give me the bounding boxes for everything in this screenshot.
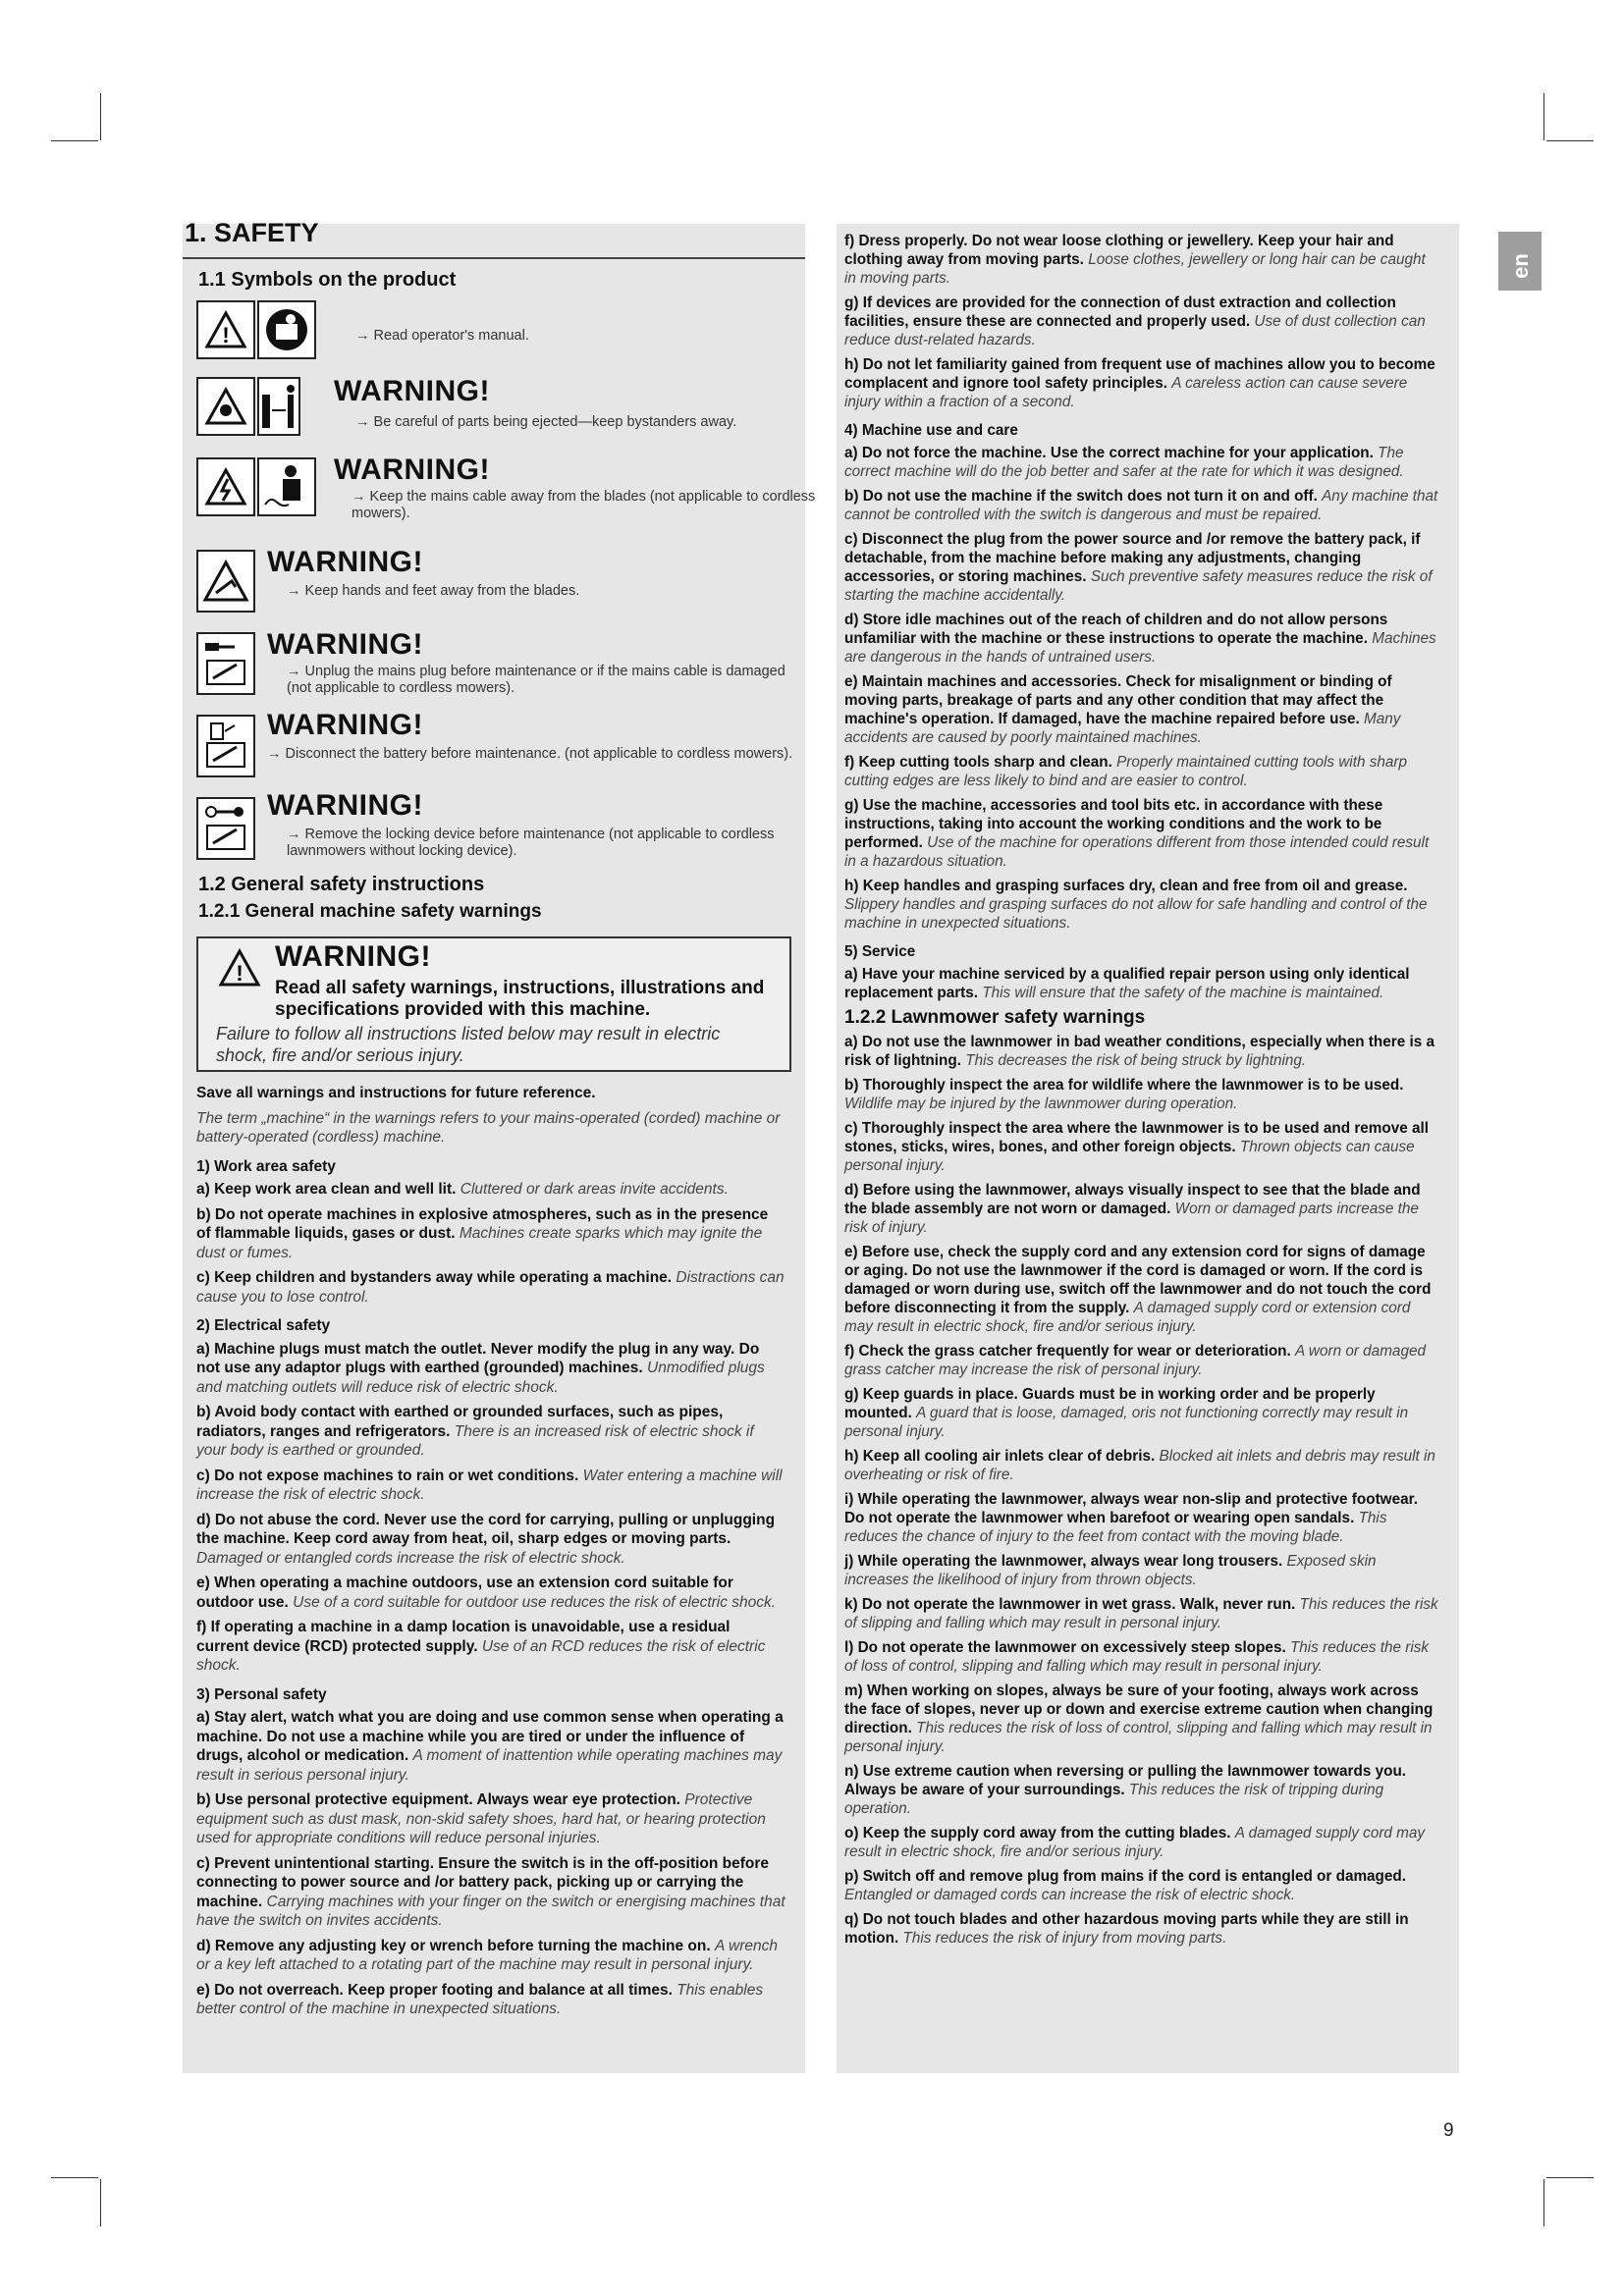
warnbox-bold: Read all safety warnings, instructions, illustrations and specifications provided with this machine. — [275, 978, 765, 1020]
list-item: h) Keep all cooling air inlets clear of debris. Blocked ait inlets and debris may result in overheating or risk of fire. — [844, 1448, 1435, 1483]
symbol-group-key — [196, 797, 255, 860]
symbols-heading: 1.1 Symbols on the product — [198, 269, 457, 291]
list-item: k) Do not operate the lawnmower in wet grass. Walk, never run. This reduces the risk of slipping and falling which may result in personal injury. — [844, 1596, 1438, 1631]
list-item: h) Do not let familiarity gained from frequent use of machines allow you to become complacent and ignore tool safety principles. A careless action can cause severe injury within a fraction of a second. — [844, 356, 1435, 410]
list-item: p) Switch off and remove plug from mains if the cord is entangled or damaged. Entangled or damaged cords can increase the risk of electric shock. — [844, 1868, 1407, 1903]
service-title: 5) Service — [844, 943, 916, 960]
list-item: f) Dress properly. Do not wear loose clothing or jewellery. Keep your hair and clothing away from moving parts. Loose clothes, jewellery or long hair can be caught in moving parts. — [844, 233, 1426, 287]
warning-triangle-icon — [218, 948, 261, 992]
list-item: a) Stay alert, watch what you are doing and use common sense when operating a machine. Do not use a machine while you are tired or under the influence of drugs, alcohol or medication. A moment of inattention while operating machines may result in serious personal injury. — [196, 1709, 784, 1784]
personal-title: 3) Personal safety — [196, 1685, 327, 1703]
cable-blade-icon — [257, 457, 316, 516]
crop-mark — [1543, 2179, 1544, 2226]
list-item: n) Use extreme caution when reversing or pulling the lawnmower towards you. Always be aware of your surroundings. This reduces the risk of tripping during operation. — [844, 1763, 1407, 1817]
symbol-text: → Keep hands and feet away from the blades. — [287, 583, 580, 599]
list-item: e) Do not overreach. Keep proper footing and balance at all times. This enables better control of the machine in unexpected situations. — [196, 1981, 764, 2017]
svg-text:!: ! — [222, 323, 230, 347]
electric-shock-icon — [196, 457, 255, 516]
list-item: a) Have your machine serviced by a qualified repair person using only identical replacement parts. This will ensure that the safety of the machine is maintained. — [844, 966, 1410, 1001]
hands-feet-blade-icon — [196, 550, 255, 613]
symbol-text: → Be careful of parts being ejected—keep bystanders away. — [355, 414, 737, 430]
symbol-text: → Keep the mains cable away from the blades (not applicable to cordless mowers). — [352, 489, 816, 521]
warning-label: WARNING! — [267, 789, 423, 822]
list-item: g) If devices are provided for the connection of dust extraction and collection facilities, ensure these are connected and properly used. Use of dust collection can reduce dust-related hazards. — [844, 294, 1426, 348]
list-item: j) While operating the lawnmower, always wear long trousers. Exposed skin increases the likelihood of injury from thrown objects. — [844, 1553, 1377, 1588]
crop-mark — [100, 2179, 101, 2226]
ejected-parts-icon — [196, 377, 255, 436]
list-item: f) If operating a machine in a damp location is unavoidable, use a residual current device (RCD) protected supply. Use of an RCD reduces the risk of electric shock. — [196, 1619, 766, 1674]
language-tab-label: en — [1508, 253, 1533, 279]
list-item: e) Maintain machines and accessories. Check for misalignment or binding of moving parts, breakage of parts and any other condition that may affect the machine's operation. If damaged, have the machine repaired before use. Many accidents are caused by poorly maintained machines. — [844, 673, 1401, 746]
list-item: d) Store idle machines out of the reach of children and do not allow persons unfamiliar with the machine or these instructions to operate the machine. Machines are dangerous in the hands of untrained users. — [844, 612, 1436, 666]
read-manual-icon — [257, 300, 316, 359]
symbol-group-cable — [196, 457, 316, 516]
battery-maintenance-icon — [196, 715, 255, 777]
list-item: b) Thoroughly inspect the area for wildlife where the lawnmower is to be used. Wildlife may be injured by the lawnmower during operation. — [844, 1077, 1404, 1112]
list-item: g) Keep guards in place. Guards must be in working order and be properly mounted. A guard that is loose, damaged, oris not functioning correctly may result in personal injury. — [844, 1386, 1409, 1440]
warning-triangle-icon — [196, 300, 255, 359]
symbol-text: → Read operator's manual. — [355, 328, 529, 344]
right-column — [837, 224, 1459, 2073]
symbol-text: → Disconnect the battery before maintenance. (not applicable to cordless mowers). — [267, 746, 793, 762]
crop-mark — [51, 2177, 98, 2178]
list-item: f) Keep cutting tools sharp and clean. Properly maintained cutting tools with sharp cutting edges are less likely to bind and are easier to control. — [844, 754, 1407, 789]
list-item: o) Keep the supply cord away from the cutting blades. A damaged supply cord may result in electric shock, fire and/or serious injury. — [844, 1825, 1426, 1860]
list-item: l) Do not operate the lawnmower on excessively steep slopes. This reduces the risk of loss of control, slipping and falling which may result in personal injury. — [844, 1639, 1430, 1675]
right-body — [844, 232, 1439, 1948]
list-item: b) Avoid body contact with earthed or grounded surfaces, such as pipes, radiators, ranges and refrigerators. There is an increased risk of electric shock if your body is earthed or grounded. — [196, 1404, 754, 1459]
list-item: a) Keep work area clean and well lit. Cluttered or dark areas invite accidents. — [196, 1181, 729, 1198]
machine-use-title: 4) Machine use and care — [844, 422, 1018, 439]
list-item: c) Prevent unintentional starting. Ensure the switch is in the off-position before connecting to power source and /or battery pack, picking up or carrying the machine. Carrying machines with your finger on the switch or energising machines that have the switch on invites accidents. — [196, 1854, 785, 1929]
warning-label: WARNING! — [267, 628, 423, 661]
bystander-distance-icon — [257, 377, 300, 436]
symbol-group-unplug — [196, 632, 255, 695]
list-item: q) Do not touch blades and other hazardous moving parts while they are still in motion. This reduces the risk of injury from moving parts. — [844, 1911, 1409, 1947]
lawnmower-heading: 1.2.2 Lawnmower safety warnings — [844, 1007, 1146, 1028]
save-instructions: Save all warnings and instructions for future reference. — [196, 1085, 596, 1101]
warning-label: WARNING! — [334, 375, 490, 407]
warning-label: WARNING! — [267, 546, 423, 578]
list-item: d) Before using the lawnmower, always visually inspect to see that the blade and the blade assembly are not worn or damaged. Worn or damaged parts increase the risk of injury. — [844, 1182, 1421, 1236]
symbol-group-battery — [196, 715, 255, 777]
list-item: b) Do not operate machines in explosive atmospheres, such as in the presence of flammable liquids, gases or dust. Machines create sparks which may ignite the dust or fumes. — [196, 1205, 769, 1261]
list-item: c) Thoroughly inspect the area where the lawnmower is to be used and remove all stones, sticks, wires, bones, and other foreign objects. Thrown objects can cause personal injury. — [844, 1120, 1430, 1174]
warnbox-italic: Failure to follow all instructions listed below may result in electric shock, fire and/or serious injury. — [216, 1024, 721, 1065]
title-rule — [183, 257, 805, 259]
list-item: i) While operating the lawnmower, always wear non-slip and protective footwear. Do not operate the lawnmower when barefoot or wearing open sandals. This reduces the chance of injury to the feet from contact with the moving blade. — [844, 1491, 1418, 1545]
left-body — [196, 1084, 785, 2025]
symbol-group-hands — [196, 550, 255, 613]
list-item: f) Check the grass catcher frequently for wear or deterioration. A worn or damaged grass catcher may increase the risk of personal injury. — [844, 1343, 1426, 1378]
list-item: g) Use the machine, accessories and tool bits etc. in accordance with these instructions, taking into account the working conditions and the work to be performed. Use of the machine for operations different from those intended could result in a hazardous situation. — [844, 797, 1430, 870]
term-note: The term „machine“ in the warnings refers to your mains-operated (corded) machine or battery-operated (cordless) machine. — [196, 1109, 781, 1146]
list-item: c) Disconnect the plug from the power source and /or remove the battery pack, if detachable, from the machine before making any adjustments, changing accessories, or storing machines. Such preventive safety measures reduce the risk of starting the machine accidentally. — [844, 531, 1433, 604]
list-item: c) Do not expose machines to rain or wet conditions. Water entering a machine will increase the risk of electric shock. — [196, 1467, 783, 1503]
list-item: e) Before use, check the supply cord and any extension cord for signs of damage or aging. Do not use the lawnmower if the cord is damaged or worn. If the cord is damaged or worn during use, switch off the lawnmower and do not touch the cord before disconnecting it from the supply. A damaged supply cord or extension cord may result in electric shock, fire and/or serious injury. — [844, 1244, 1432, 1335]
list-item: d) Remove any adjusting key or wrench before turning the machine on. A wrench or a key left attached to a rotating part of the machine may result in personal injury. — [196, 1937, 779, 1973]
general-heading: 1.2 General safety instructions — [198, 874, 485, 895]
warning-label: WARNING! — [334, 454, 490, 486]
symbol-text: → Remove the locking device before maintenance (not applicable to cordless lawnmowers without locking device). — [287, 827, 775, 859]
crop-mark — [1546, 140, 1594, 141]
crop-mark — [51, 140, 98, 141]
list-item: a) Machine plugs must match the outlet. Never modify the plug in any way. Do not use any adaptor plugs with earthed (grounded) machines. Unmodified plugs and matching outlets will reduce risk of electric shock. — [196, 1340, 765, 1396]
list-item: c) Keep children and bystanders away while operating a machine. Distractions can cause you to lose control. — [196, 1269, 785, 1306]
crop-mark — [1546, 2177, 1594, 2178]
symbol-group-manual — [196, 300, 316, 359]
list-item: a) Do not use the lawnmower in bad weather conditions, especially when there is a risk of lightning. This decreases the risk of being struck by lightning. — [844, 1034, 1435, 1069]
electrical-title: 2) Electrical safety — [196, 1317, 331, 1334]
list-item: h) Keep handles and grasping surfaces dry, clean and free from oil and grease. Slippery handles and grasping surfaces do not allow for safe handling and control of the machine in unexpected situations. — [844, 878, 1428, 932]
general-subheading: 1.2.1 General machine safety warnings — [198, 901, 542, 922]
list-item: m) When working on slopes, always be sure of your footing, always work across the face of slopes, never up or down and exercise extreme caution when changing direction. This reduces the risk of loss of control, slipping and falling which may result in personal injury. — [844, 1682, 1434, 1755]
list-item: a) Do not force the machine. Use the correct machine for your application. The correct machine will do the job better and safer at the rate for which it was designed. — [844, 445, 1404, 480]
list-item: e) When operating a machine outdoors, use an extension cord suitable for outdoor use. Use of a cord suitable for outdoor use reduces the risk of electric shock. — [196, 1575, 777, 1611]
list-item: b) Do not use the machine if the switch does not turn it on and off. Any machine that cannot be controlled with the switch is dangerous and must be repaired. — [844, 488, 1438, 523]
symbol-group-ejected — [196, 377, 300, 436]
crop-mark — [1543, 93, 1544, 140]
page-number: 9 — [1443, 2120, 1454, 2141]
safety-key-icon — [196, 797, 255, 860]
warning-label: WARNING! — [267, 709, 423, 741]
language-tab — [1498, 232, 1542, 291]
list-item: d) Do not abuse the cord. Never use the cord for carrying, pulling or unplugging the machine. Keep cord away from heat, oil, sharp edges or moving parts. Damaged or entangled cords increase the risk of electric shock. — [196, 1511, 776, 1567]
work-area-title: 1) Work area safety — [196, 1157, 336, 1175]
symbol-text: → Unplug the mains plug before maintenance or if the mains cable is damaged (not applicable to cordless mowers). — [287, 664, 785, 696]
section-title: 1. SAFETY — [185, 218, 319, 247]
crop-mark — [100, 93, 101, 140]
list-item: b) Use personal protective equipment. Always wear eye protection. Protective equipment such as dust mask, non-skid safety shoes, hard hat, or hearing protection used for appropriate conditions will reduce personal injuries. — [196, 1791, 766, 1846]
warnbox-title: WARNING! — [275, 940, 431, 973]
svg-text:!: ! — [236, 961, 244, 986]
unplug-maintenance-icon — [196, 632, 255, 695]
